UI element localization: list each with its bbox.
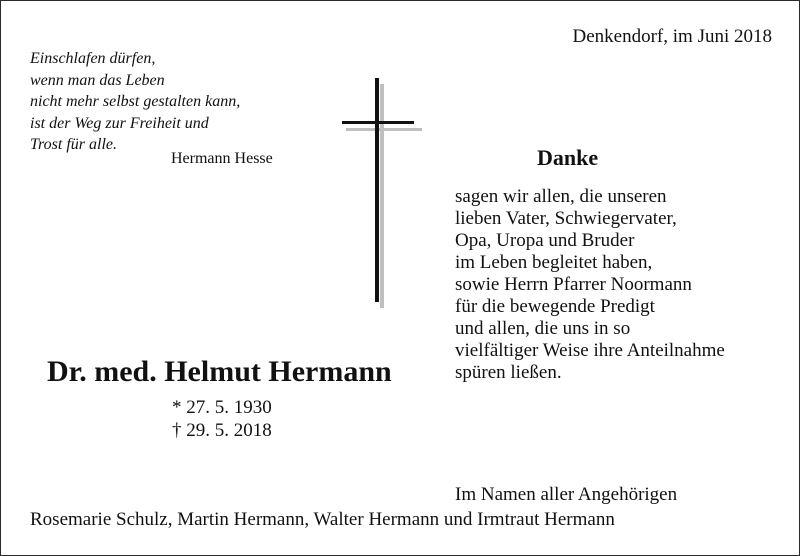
thanks-line: für die bewegende Predigt [455, 296, 655, 317]
life-dates [172, 396, 272, 442]
thanks-line: lieben Vater, Schwiegervater, [455, 208, 677, 229]
thanks-line: und allen, die uns in so [455, 318, 631, 339]
cross-icon [340, 78, 424, 308]
quote-line: wenn man das Leben [30, 71, 165, 89]
birth-date: * 27. 5. 1930 [172, 397, 272, 418]
on-behalf-text: Im Namen aller Angehörigen [455, 484, 678, 505]
thanks-line: vielfältiger Weise ihre Anteilnahme [455, 340, 725, 361]
thanks-line: im Leben begleitet haben, [455, 252, 653, 273]
quote-line: Trost für alle. [30, 136, 117, 153]
thanks-title: Danke [537, 145, 599, 170]
thanks-line: Opa, Uropa und Bruder [455, 230, 635, 251]
thanks-line: sagen wir allen, die unseren [455, 186, 667, 207]
death-date: † 29. 5. 2018 [172, 420, 272, 441]
deceased-name: Dr. med. Helmut Hermann [47, 355, 392, 388]
quote-author: Hermann Hesse [171, 150, 273, 167]
quote-line: ist der Weg zur Freiheit und [30, 114, 209, 132]
thanks-line: sowie Herrn Pfarrer Noormann [455, 274, 692, 295]
thanks-text [455, 186, 725, 384]
place-date: Denkendorf, im Juni 2018 [572, 26, 772, 47]
quote-line: Einschlafen dürfen, [30, 50, 156, 67]
signers-list: Rosemarie Schulz, Martin Hermann, Walter Hermann und Irmtraut Hermann [30, 509, 615, 530]
quote-line: nicht mehr selbst gestalten kann, [30, 93, 241, 110]
memorial-quote [30, 48, 240, 156]
thanks-line: spüren ließen. [455, 362, 562, 383]
